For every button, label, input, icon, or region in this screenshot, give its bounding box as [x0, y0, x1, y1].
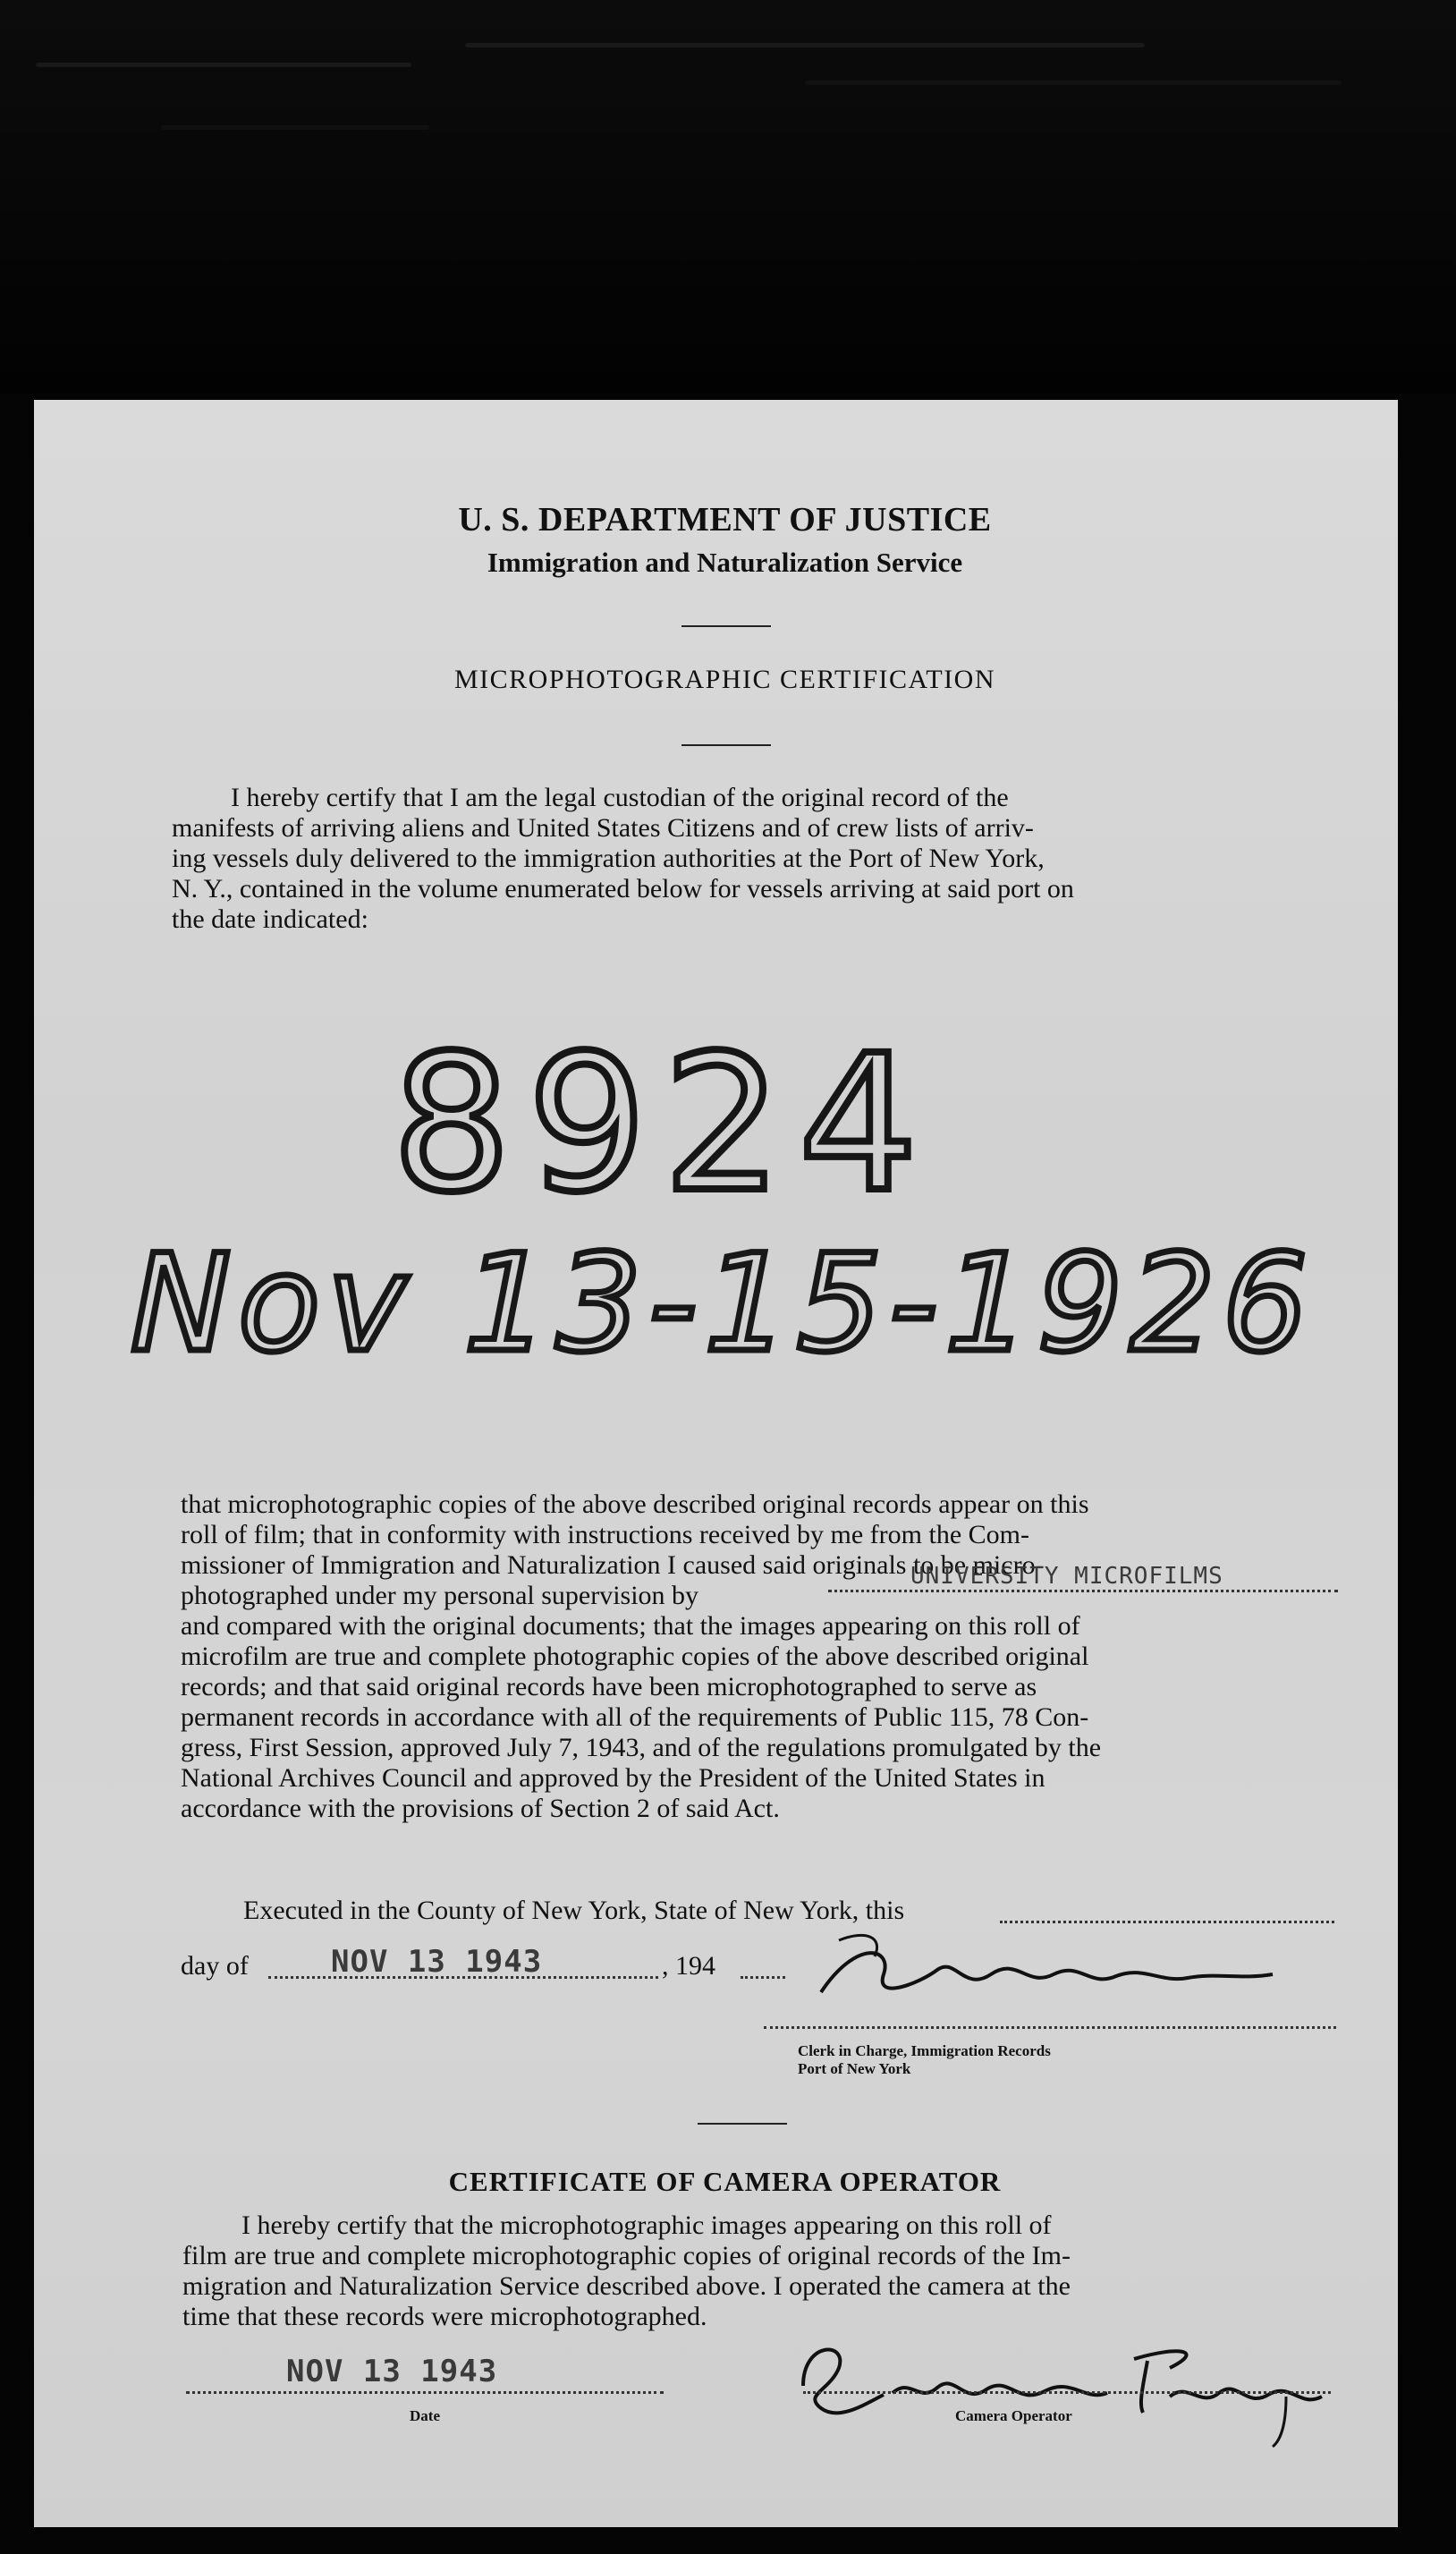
certification-title: MICROPHOTOGRAPHIC CERTIFICATION [453, 665, 996, 694]
operator-signature-line [803, 2391, 1331, 2394]
day-stamp: NOV 13 1943 [331, 1944, 543, 1980]
body-line: missioner of Immigration and Naturalization I caused said originals to be micro- [181, 1550, 1045, 1580]
body-line: and compared with the original documents; that the images appearing on this roll of [181, 1611, 1080, 1641]
department-heading: U. S. DEPARTMENT OF JUSTICE [458, 501, 992, 539]
service-subheading: Immigration and Naturalization Service [487, 547, 963, 578]
year-line [741, 1976, 785, 1979]
film-streak [805, 81, 1342, 85]
film-streak [465, 43, 1145, 47]
camera-certificate-title: CERTIFICATE OF CAMERA OPERATOR [448, 2166, 1002, 2197]
photographer-stamp: UNIVERSITY MICROFILMS [910, 1563, 1223, 1590]
year-prefix: , 194 [662, 1951, 715, 1981]
clerk-title-line: Clerk in Charge, Immigration Records [798, 2042, 1051, 2059]
film-streak [161, 125, 429, 130]
camera-date-stamp: NOV 13 1943 [286, 2354, 498, 2389]
body-line: gress, First Session, approved July 7, 1943, and of the regulations promulgated by the [181, 1733, 1102, 1762]
handwritten-entries [34, 400, 1398, 2527]
body-line: National Archives Council and approved by the President of the United States in [181, 1763, 1045, 1793]
camera-date-label: Date [410, 2407, 440, 2424]
day-of-label: day of [181, 1951, 249, 1981]
date-range: Nov 13-15-1926 [131, 1226, 1316, 1382]
camera-operator-label: Camera Operator [955, 2407, 1072, 2424]
clerk-title-line: Port of New York [798, 2060, 911, 2077]
clerk-signature [785, 1921, 1286, 2019]
body-line: that microphotographic copies of the above described original records appear on this [181, 1489, 1089, 1519]
camera-line: I hereby certify that the microphotographic images appearing on this roll of [241, 2210, 1052, 2240]
intro-line: I hereby certify that I am the legal custodian of the original record of the [231, 783, 1009, 812]
body-paragraph-2 [181, 1611, 1334, 1824]
divider [698, 2123, 787, 2125]
body-line: microfilm are true and complete photographic copies of the above described original [181, 1642, 1089, 1671]
body-line: photographed under my personal supervision by [181, 1581, 699, 1610]
camera-line: time that these records were microphotographed. [182, 2302, 707, 2331]
film-streak [36, 63, 411, 67]
volume-number: 8924 [392, 1014, 935, 1234]
intro-line: ing vessels duly delivered to the immigration authorities at the Port of New York, [172, 844, 1045, 873]
body-line: records; and that said original records have been microphotographed to serve as [181, 1672, 1037, 1701]
film-edge [0, 0, 1456, 394]
certificate-page [34, 400, 1398, 2527]
body-line: roll of film; that in conformity with instructions received by me from the Com- [181, 1520, 1029, 1549]
intro-line: N. Y., contained in the volume enumerated below for vessels arriving at said port on [172, 874, 1074, 904]
camera-date-line [186, 2391, 664, 2394]
body-line: accordance with the provisions of Section 2 of said Act. [181, 1794, 780, 1823]
intro-line: manifests of arriving aliens and United States Citizens and of crew lists of arriv- [172, 813, 1034, 843]
body-line: permanent records in accordance with all of the requirements of Public 115, 78 Con- [181, 1702, 1089, 1732]
camera-line: film are true and complete microphotographic copies of original records of the Im- [182, 2241, 1071, 2270]
operator-signature [785, 2323, 1340, 2448]
executed-text: Executed in the County of New York, State of New York, this [243, 1896, 905, 1925]
intro-line: the date indicated: [172, 904, 368, 934]
body-paragraph [181, 1489, 1334, 1611]
camera-certificate-paragraph [182, 2210, 1342, 2332]
clerk-signature-line [764, 2026, 1336, 2029]
camera-line: migration and Naturalization Service described above. I operated the camera at the [182, 2271, 1071, 2301]
photographer-line [828, 1590, 1338, 1592]
clerk-title [798, 2042, 1051, 2078]
